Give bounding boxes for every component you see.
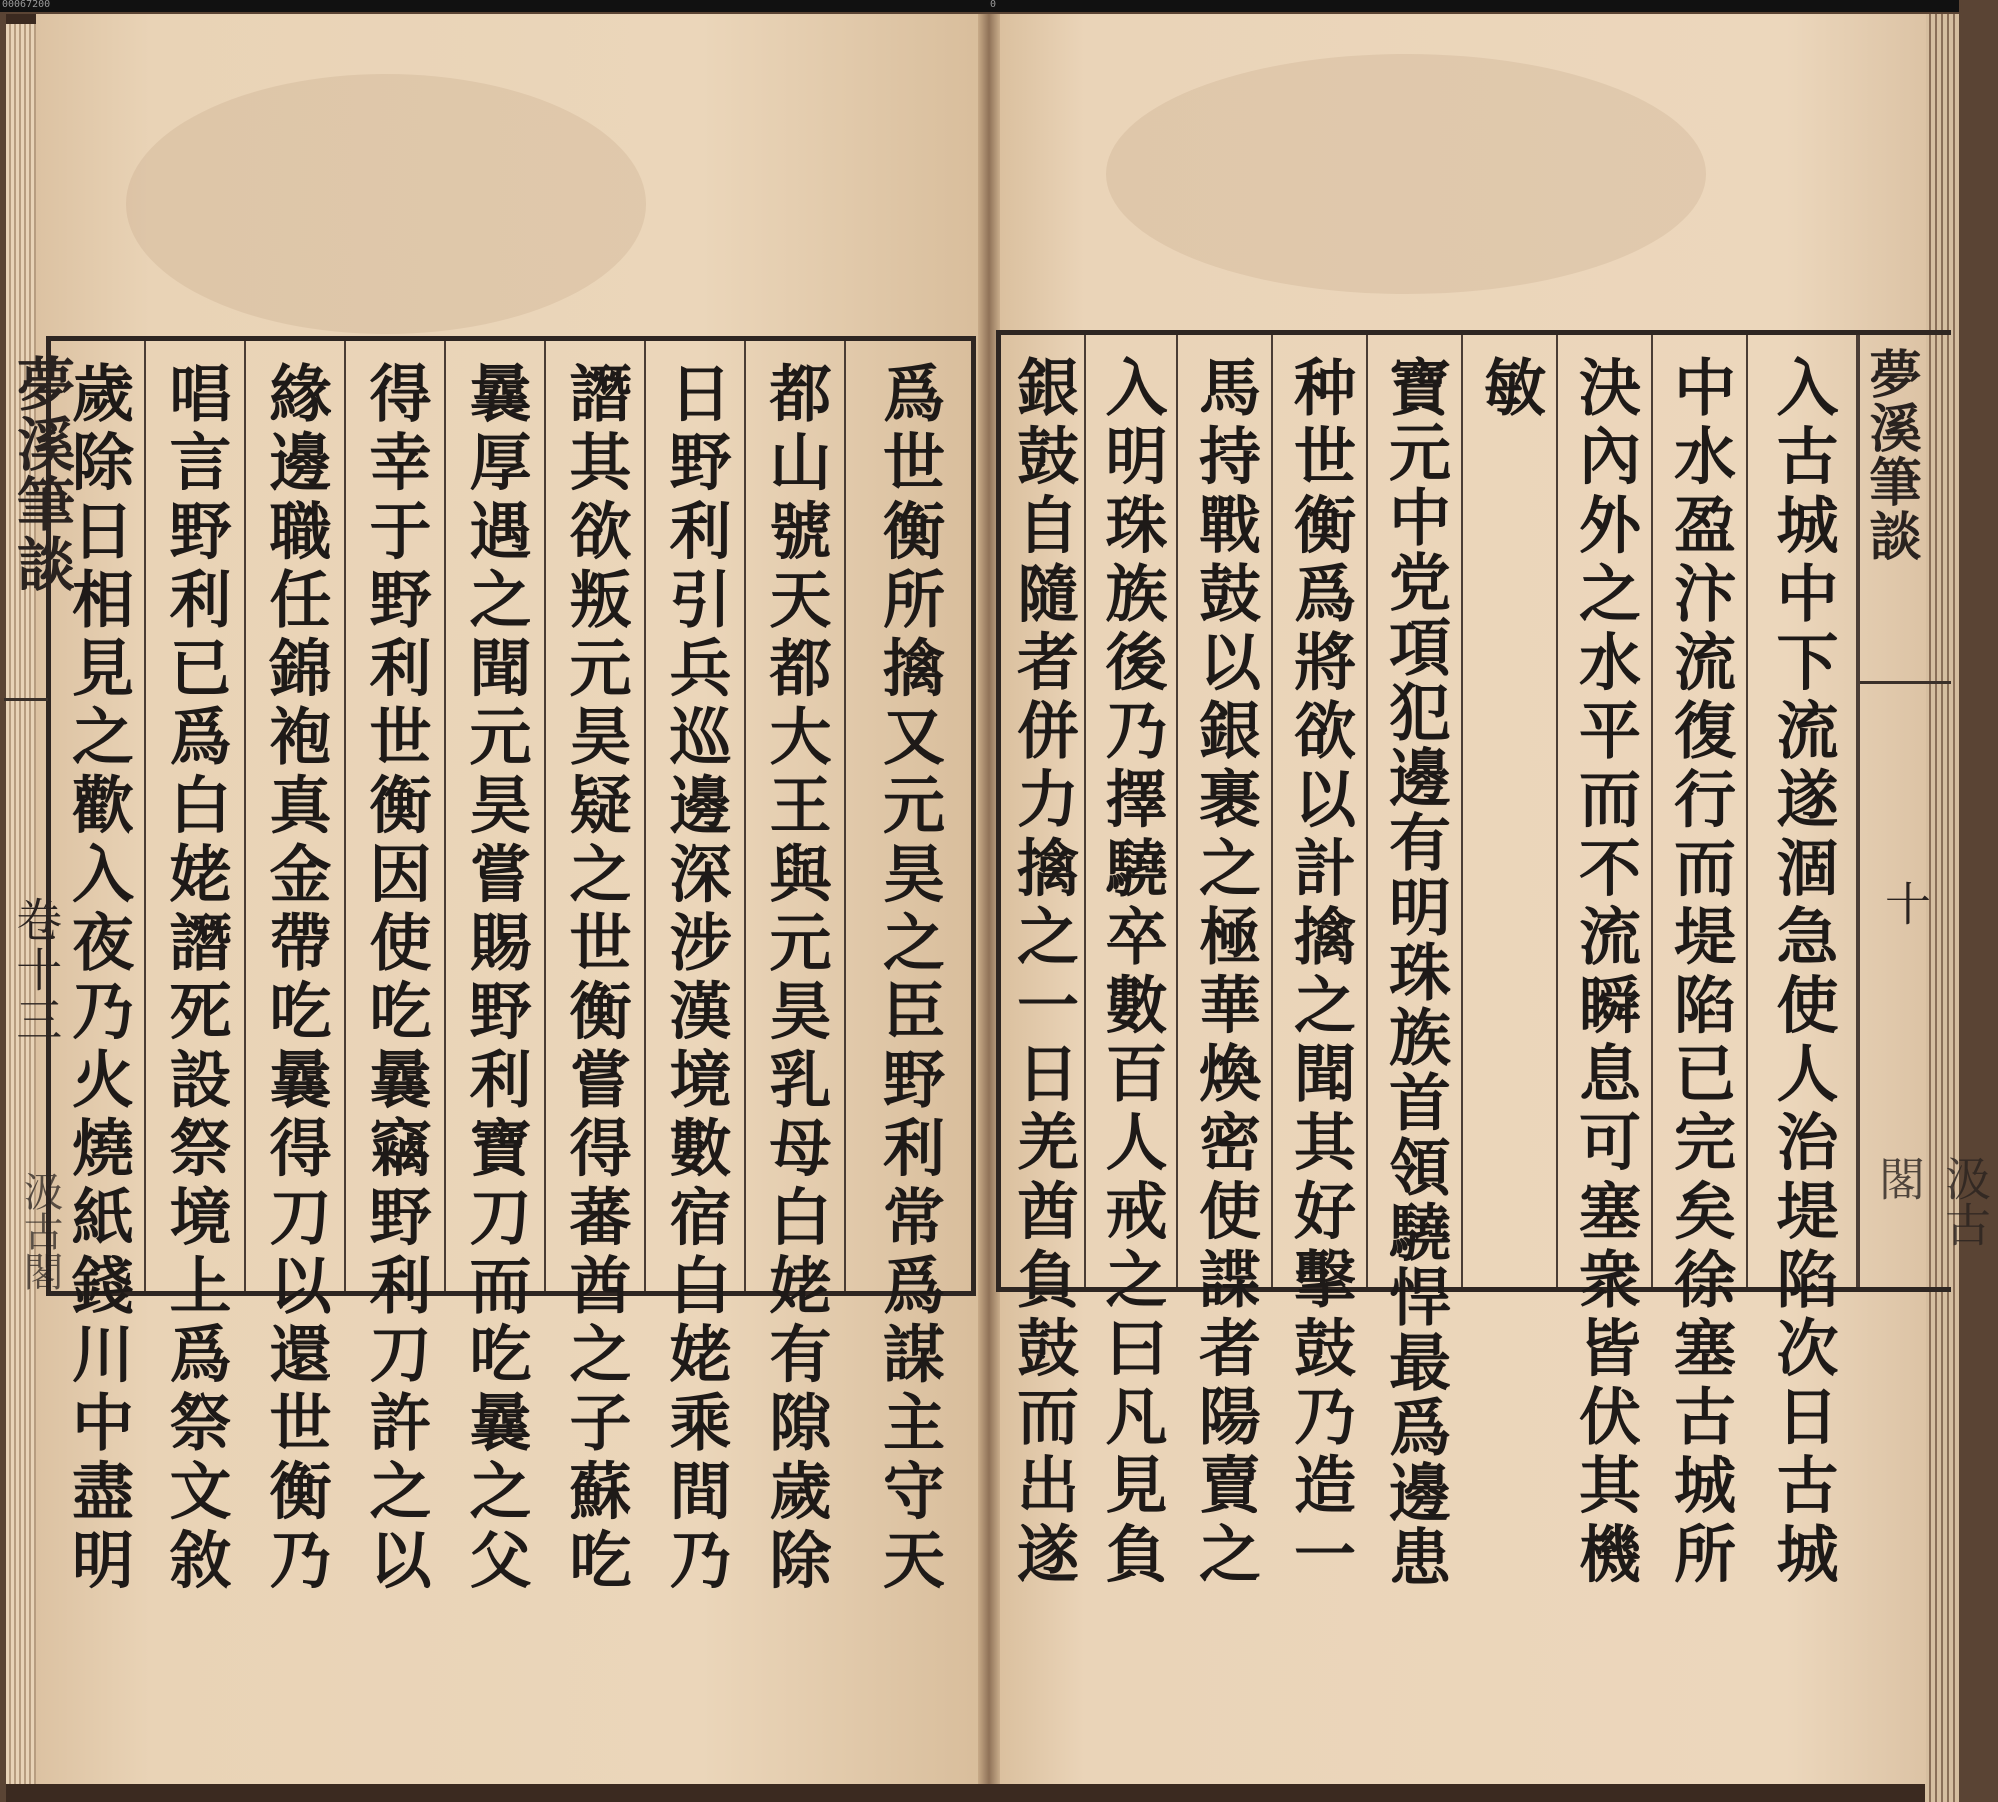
left-column-5-text: 曩厚遇之聞元昊嘗賜野利寶刀而吃曩之父	[459, 361, 532, 1596]
right-column-3	[1178, 335, 1273, 1590]
right-column-2-text: 入明珠族後乃擇驍卒數百人戒之曰凡見負	[1095, 355, 1168, 1590]
open-book	[6, 14, 1992, 1802]
right-banxin-press: 汲古閣	[1872, 1155, 1992, 1247]
scan-id: 00067200	[2, 0, 51, 10]
left-column-8-text: 都山號天都大王與元昊乳母白姥有隙歲除	[759, 361, 832, 1596]
left-column-6	[546, 341, 646, 1596]
left-column-4	[346, 341, 446, 1596]
right-page-frame	[996, 330, 1992, 1590]
left-column-4-text: 得幸于野利世衡因使吃曩竊野利刀許之以	[359, 361, 432, 1596]
right-column-6	[1463, 335, 1558, 1287]
right-banxin-rule	[1860, 681, 1951, 684]
right-column-2	[1086, 335, 1178, 1590]
right-column-8	[1653, 335, 1748, 1590]
right-column-9	[1748, 335, 1858, 1590]
left-column-1-text: 歲除日相見之歡入夜乃火燒紙錢川中盡明	[61, 361, 135, 1596]
right-column-1-text: 銀鼓自隨者併力擒之一日羌酋負鼓而出遂	[1006, 355, 1080, 1590]
left-column-2-text: 唱言野利已爲白姥譖死設祭境上爲祭文敘	[159, 361, 232, 1596]
scanner-bar	[0, 0, 1959, 12]
left-page-frame	[46, 336, 976, 1596]
left-column-9-text: 爲世衡所擒又元昊之臣野利常爲謀主守天	[872, 361, 946, 1596]
right-column-7	[1558, 335, 1653, 1590]
right-column-4	[1273, 335, 1368, 1590]
right-column-3-text: 馬持戰鼓以銀裹之極華煥密使諜者陽賣之	[1188, 355, 1262, 1590]
left-column-3-text: 緣邊職任錦袍真金帶吃曩得刀以還世衡乃	[259, 361, 332, 1596]
left-column-7	[646, 341, 746, 1596]
right-column-8-text: 中水盈汴流復行而堤陷已完矣徐塞古城所	[1663, 355, 1737, 1590]
scan-page-number: 0	[990, 0, 997, 10]
right-column-5-text: 寶元中党項犯邊有明珠族首領驍悍最爲邊患	[1378, 355, 1452, 1590]
left-column-6-text: 譖其欲叛元昊疑之世衡嘗得蕃酋之子蘇吃	[559, 361, 632, 1596]
left-column-9	[846, 341, 971, 1596]
right-column-4-text: 种世衡爲將欲以計擒之聞其好擊鼓乃造一	[1283, 355, 1357, 1590]
left-page-banxin	[0, 336, 75, 1296]
left-banxin-title: 夢溪筆談	[7, 354, 75, 594]
left-column-2	[146, 341, 246, 1596]
left-column-3	[246, 341, 346, 1596]
left-banxin-volume: 卷十三	[9, 896, 64, 1046]
right-column-6-text: 敏	[1473, 355, 1547, 424]
paper-stain	[126, 74, 646, 334]
right-page-banxin	[1858, 335, 1992, 1287]
right-column-5	[1368, 335, 1463, 1590]
right-column-1	[1001, 335, 1086, 1590]
right-banxin-number: 十	[1878, 880, 1932, 926]
left-banxin-rule	[4, 698, 48, 701]
paper-stain	[1106, 54, 1706, 294]
left-column-5	[446, 341, 546, 1596]
left-banxin-press: 汲古閣	[17, 1171, 63, 1291]
right-column-7-text: 決內外之水平而不流瞬息可塞衆皆伏其機	[1568, 355, 1642, 1590]
right-column-9-text: 入古城中下流遂涸急使人治堤陷次日古城	[1766, 355, 1839, 1590]
right-banxin-title: 夢溪筆談	[1860, 347, 1921, 563]
left-column-7-text: 日野利引兵巡邊深涉漢境數宿白姥乘間乃	[659, 361, 732, 1596]
left-column-8	[746, 341, 846, 1596]
